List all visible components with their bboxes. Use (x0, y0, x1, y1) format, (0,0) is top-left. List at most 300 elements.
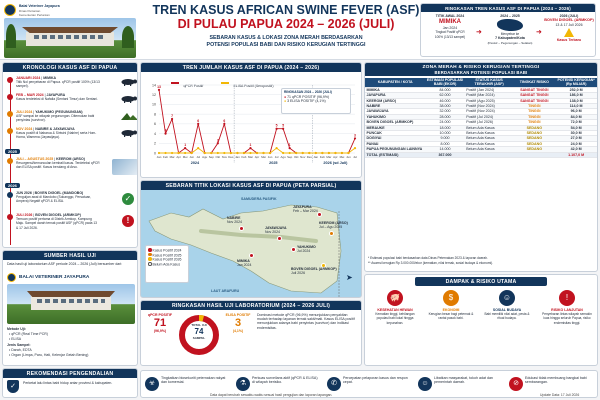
y-tick-label: 4 (154, 131, 156, 136)
loss-cell: 114,0 M (555, 104, 597, 109)
map-marker-keerom[interactable] (329, 231, 334, 236)
lab-summary-heading: RINGKASAN HASIL UJI LABORATORIUM (2024 – 2026 JULI) (141, 301, 361, 310)
elisa-label: ELISA POSITIF (225, 313, 251, 317)
impact-desc: Kerugian besar bagi peternak & rantai pasok babi. (428, 312, 474, 321)
x-tick-label: Mei (261, 155, 266, 159)
map-legend-item (148, 248, 186, 253)
chart-panel (140, 62, 362, 178)
methods-label: Metode Uji: (7, 327, 26, 331)
risk-cell: TINGGI (513, 120, 555, 125)
lab-name: BALAI VETERINER JAYAPURA (19, 275, 90, 280)
impact-card (539, 290, 595, 348)
status-cell: Belum Ada Kasus (465, 125, 514, 130)
lab-photo (7, 284, 135, 324)
col-header: STATUS KASUS TERAKHIR (ASF) (465, 78, 514, 87)
legend-dot (148, 262, 152, 266)
impact-card (427, 290, 475, 348)
kabupaten-cell: MERAUKE (365, 125, 425, 130)
x-tick-label: Mei (339, 155, 345, 159)
total-loss: 1.107,0 M (555, 152, 597, 157)
recommendation-item: Tingkatkan biosekuriti peternakan rakyat dan komersial. (161, 376, 226, 385)
x-tick-label: Apr (254, 155, 260, 159)
timeline-place: KEEROM (ARSO) (56, 157, 85, 161)
map-legend-label: Belum Ada Kasus (152, 262, 181, 267)
map-marker-yahukimo[interactable] (291, 247, 296, 252)
redzone-footnote2: ** Asumsi kerugian Rp 3.000.000/ekor (kematian, nilai ternak, sosial budaya & ekonomi). (368, 261, 494, 265)
recommendation-card (418, 375, 500, 395)
x-tick-label: Mar (169, 155, 175, 159)
map-label-jayawijaya (265, 226, 286, 234)
recommendation-item: Percepatan pelaporan kasus dan respon cepat. (343, 376, 408, 385)
compass-icon: ➤ (346, 273, 353, 282)
people-icon: ☺ (418, 377, 432, 391)
timeline-heading: KRONOLOGI KASUS ASF DI PAPUA (3, 63, 137, 72)
y-tick-label: 2 (154, 141, 156, 146)
kabupaten-cell: NABIRE (365, 104, 425, 109)
donut-center (185, 323, 213, 340)
box-elisa: 3 ELISA POSITIF (287, 99, 315, 104)
legend-elisa-label: ELISA Positif (Seropositif) (233, 84, 274, 88)
summary-col1-date: Jan 2024 (442, 26, 458, 31)
subtitle-line2: POTENSI POPULASI BABI DAN RISIKO KERUGIAN TERTINGGI (206, 42, 366, 48)
risk-cell: SEDANG (513, 125, 555, 130)
method1: • qPCR (Real Time PCR) (9, 332, 48, 336)
impact-card (483, 290, 531, 348)
status-cell: Belum Ada Kasus (465, 131, 514, 136)
map-label-name: JAYAPURA (293, 205, 312, 209)
map-heading: SEBARAN TITIK LOKASI KASUS ASF DI PAPUA (PETA PARSIAL) (141, 181, 361, 190)
summary-col1-note1: Tingkat Positif qPCR (435, 30, 465, 35)
ban-icon: ⊘ (509, 377, 523, 391)
data-point (158, 152, 160, 154)
x-tick-label: Jan (156, 155, 162, 159)
data-point (302, 152, 304, 154)
timeline-panel: KRONOLOGI KASUS ASF DI PAPUA JANUARI 2024 | MIMIKA Titik Nol penyebaran di Papua. qPCR positif 100% (13/13 sampel). FEB – MAR 2024 | JAYAPURA Kasus terdeteksi di Nafalia (Sentani Timur) dan Sentani. JULI 2024 | YAHUKIMO (PEGUNUNGAN) ASF sampai ke wilayah pegunungan. Ditemukan babi penyintas (survivor). NOV 2024 | NABIRE & JAYAWIJAYA Kasus positif di Nabarua & Siriwini (Nabire) serta Hom-Homa, Wamena (Jayawijaya). 2025 JULI – AGUSTUS 2025 | KEEROM (ARSO) Resurgensi/kemunculan kembali kasus. Terdeteksi qPCR dan ELISA positif. Kasus berulang di Arso. 2026 JUN 2026 | BOVEN DIGOEL (MANDOBO) Penguijan awal di Mandobo (Sokanggo, Persatuan, Ampera) Negatif qPCR & ELISA. ✓ JULI 2026 | BOVEN DIGOEL (ARMKOP) Temuan positif pertama di Distrik Armkop, Kampung Maju. Sampel darah ternak positif ASF (qPCR) pada 13 & 17 Juli 2026. ! (2, 62, 138, 248)
summary-col3-note2: Kasus Terbaru (556, 38, 582, 43)
data-point (282, 128, 284, 130)
lab-source-heading: SUMBER HASIL UJI (3, 251, 137, 260)
population-cell: 10.000 (425, 131, 464, 136)
population-cell: 32.000 (425, 109, 464, 114)
data-point (210, 152, 212, 154)
data-point (197, 123, 199, 125)
population-cell: 62.000 (425, 93, 464, 98)
impact-desc: Penyebaran lintas wilayah semakin luas hingga seluruh Papua, risiko endemisitas tinggi. (542, 312, 592, 325)
x-tick-label: Agu (202, 155, 208, 159)
data-point (276, 128, 278, 130)
data-point (328, 152, 330, 154)
lab-source-panel (2, 250, 138, 366)
timeline-dot (7, 77, 13, 83)
impact-desc: Babi memiliki nilai adat, pesta & ritual budaya. (484, 312, 530, 321)
x-tick-label: Okt (215, 155, 221, 159)
data-label: 13 (157, 84, 161, 89)
y-tick-label: 10 (152, 102, 156, 107)
pig-icon (120, 95, 138, 103)
sample-label: Jenis Sampel: (7, 343, 31, 347)
timeline-place: YAHUKIMO (PEGUNUNGAN) (35, 110, 83, 114)
loss-cell: 96,0 M (555, 109, 597, 114)
recommendation-item: Perketat lalu lintas babi hidup antar provinsi & kabupaten. (23, 381, 113, 385)
people-icon: ☺ (499, 290, 515, 306)
pig-icon: 🐖 (387, 290, 403, 306)
loss-cell: 24,0 M (555, 141, 597, 146)
recommendation-panel (2, 368, 138, 398)
map-legend-label: Kasus Positif 2024 (152, 248, 182, 253)
data-point (354, 147, 356, 149)
population-cell: 18.000 (425, 125, 464, 130)
map-label-name: NABIRE (227, 216, 241, 220)
recommendation-item: Perkuas surveilans aktif (qPCR & ELISA) di wilayah berisiko. (252, 376, 318, 385)
recommendation-card (145, 375, 227, 395)
x-tick-label: Apr (176, 155, 181, 159)
map-label-name: MIMIKA (237, 259, 250, 263)
risk-cell: TINGGI (513, 104, 555, 109)
pig-icon (120, 78, 138, 86)
footer-source: Data dapat berubah sewaktu-waktu sesuai hasil pengujian dan laporan lapangan. (210, 393, 333, 397)
data-point (164, 132, 166, 134)
population-cell: 46.000 (425, 98, 464, 103)
total-value: 74 (194, 327, 204, 336)
timeline-dot (7, 214, 13, 220)
x-tick-label: Sep (208, 155, 214, 159)
timeline-desc: Titik Nol penyebaran di Papua. qPCR positif 100% (13/13 sampel). (16, 80, 100, 89)
timeline-date: NOV 2024 (16, 127, 33, 131)
page-title: TREN KASUS AFRICAN SWINE FEVER (ASF) (152, 3, 420, 17)
risk-cell: SANGAT TINGGI (513, 87, 555, 92)
data-label: 2 (216, 138, 219, 143)
summary-heading: RINGKASAN TREN KASUS ASF DI PAPUA (2024 – 2026) (421, 4, 595, 12)
warning-icon (564, 28, 574, 37)
summary-col2-title: 2024 – 2025 (500, 14, 520, 18)
method1-text: qPCR (Real Time PCR) (11, 332, 48, 336)
x-tick-label: Jan (313, 155, 319, 159)
map-panel (140, 180, 362, 298)
pcr-pct: (96,9%) (153, 329, 167, 334)
data-point (204, 152, 206, 154)
population-cell: 28.000 (425, 114, 464, 119)
data-point (341, 152, 343, 154)
recommendation-item: Libatkan masyarakat, tokoh adat dan pemerintah daerah. (434, 376, 493, 385)
redzone-heading2: BERDASARKAN POTENSI POPULASI BABI (434, 69, 528, 75)
col-header: KABUPATEN / KOTA (365, 78, 425, 87)
org-sub1: Dinas Pertanian (19, 9, 41, 13)
building-photo (4, 18, 136, 58)
data-label: 5 (282, 123, 285, 128)
sample1-text: Darah, EDTA (11, 348, 32, 352)
summary-box (420, 3, 596, 57)
map-label-date: Jul 2024 (297, 249, 311, 254)
col-header: POTENSI KERUGIAN* (Rp MILIAR) (555, 78, 597, 87)
redzone-heading1: ZONA MERAH & RISIKO KERUGIAN TERTINGGI (422, 64, 540, 70)
data-point (334, 152, 336, 154)
data-label: 3 (354, 133, 356, 138)
x-tick-label: Des (228, 155, 234, 159)
chart-heading: TREN JUMLAH KASUS ASF DI PAPUA (2024 – 2026) (141, 63, 361, 72)
impact-title: EKONOMI (442, 308, 460, 312)
timeline-desc: ASF sampai ke wilayah pegunungan. Ditemukan babi penyintas (survivor). (16, 114, 95, 123)
timeline-date: JANUARI 2024 (16, 76, 41, 80)
data-label: 1 (288, 143, 291, 148)
total-unit: SAMPEL (192, 336, 206, 340)
impact-card (371, 290, 419, 348)
map-legend (145, 245, 189, 283)
check-icon: ✓ (122, 193, 134, 205)
map-label-jayapura (293, 205, 318, 213)
status-cell: Positif (Mar 2024) (465, 93, 514, 98)
kabupaten-cell: KEEROM (ARSO) (365, 98, 425, 103)
data-point (184, 147, 186, 149)
x-tick-label: Apr (333, 155, 338, 159)
data-point (269, 152, 271, 154)
map-label-name: JAYAWIJAYA (265, 226, 287, 230)
kabupaten-cell: MIMIKA (365, 87, 425, 92)
x-tick-label: Nov (221, 155, 227, 159)
shield-icon: ✓ (7, 380, 19, 393)
data-point (289, 152, 291, 154)
timeline-dot (7, 192, 13, 198)
money-icon: $ (443, 290, 459, 306)
org-sub2: Kementerian Pertanian (19, 12, 50, 17)
data-label: 7 (171, 114, 174, 118)
year-label: 2026 (sd Juli) (323, 161, 348, 165)
risk-cell: SEDANG (513, 136, 555, 141)
impact-panel (364, 274, 598, 366)
loss-cell: 42,0 M (555, 147, 597, 152)
map-label-date: Nov 2024 (265, 230, 280, 235)
data-point (217, 152, 219, 154)
recommendation-card (327, 375, 409, 395)
map-label-date: Nov 2024 (227, 220, 242, 225)
data-point (249, 152, 251, 154)
mountain-icon (120, 112, 138, 120)
total-label: TOTAL UJI (191, 323, 207, 327)
x-tick-label: Mar (247, 155, 253, 159)
timeline-place: MIMIKA (43, 76, 57, 80)
map-marker-nabire[interactable] (239, 226, 244, 231)
map-label-date: Jan 2024 (237, 263, 252, 268)
data-point (191, 152, 193, 154)
data-point (223, 152, 225, 154)
timeline-year: 2025 (5, 149, 20, 154)
sample1: • Darah, EDTA (9, 348, 32, 352)
data-point (197, 147, 199, 149)
status-cell: Positif (Jul 2024) (465, 114, 514, 119)
data-point (282, 152, 284, 154)
timeline-desc: Resurgensi/kemunculan kembali kasus. Terdeteksi qPCR dan ELISA positif. Kasus berulang di Arso. (16, 161, 100, 170)
status-cell: Positif (Jul 2026) (465, 120, 514, 125)
recommendation-bar (140, 370, 598, 398)
timeline-date: JULI 2026 (16, 213, 33, 217)
lab-summary-note: Dominasi metode qPCR (96,9%) menunjukkan penyakitan mudah terhadap layanan ternak sakit/mati. Kasus ELISA positif menunjukkan adanya babi penyintas (survivor) dan indikasi endemisitas. (257, 313, 355, 330)
population-cell: 14.000 (425, 147, 464, 152)
box-pcr-pct: 96,9% (318, 95, 328, 99)
chart-summary-title: RINGKASAN 2024 – 2026 (JULI) (284, 90, 332, 94)
map-label-yahukimo (297, 245, 316, 253)
elisa-stat (223, 313, 253, 333)
x-tick-label: Jun (346, 155, 351, 159)
org-name: Balai Veteriner Jayapura (19, 4, 60, 8)
timeline-date: FEB – MAR 2024 (16, 93, 44, 97)
lab-logo (7, 273, 16, 282)
summary-col2-note3: (Pesisir – Pegunungan – Selatan) (487, 40, 533, 45)
data-point (164, 152, 166, 154)
kabupaten-cell: JAYAPURA (365, 93, 425, 98)
map-legend-label: Kasus Positif 2026 (152, 257, 182, 262)
arrow-icon: ➜ (476, 29, 482, 36)
pig-icon (120, 129, 138, 137)
status-cell: Belum Ada Kasus (465, 147, 514, 152)
population-cell: 9.000 (425, 136, 464, 141)
impact-title: RISIKO LANJUTAN (551, 308, 583, 312)
redzone-panel (364, 62, 598, 272)
loss-cell: 30,0 M (555, 131, 597, 136)
chart-summary-pcr: ● 71 qPCR POSITIF (96,9%) (284, 95, 330, 99)
map-label-nabire (227, 216, 242, 224)
data-point (158, 89, 160, 91)
loss-cell: 252,0 M (555, 87, 597, 92)
year-label: 2025 (269, 161, 278, 165)
spread-map-icon (497, 19, 523, 31)
redzone-footnote1: * Estimasi populasi babi berdasarkan data Dinas Peternakan 2023 & laporan daerah. (368, 256, 488, 260)
timeline-year: 2026 (5, 183, 20, 188)
status-cell: Positif (Agu 2025) (465, 98, 514, 103)
kabupaten-cell: DOGIYAI (365, 136, 425, 141)
status-cell: Positif (Nov 2024) (465, 109, 514, 114)
timeline-desc: Kasus terdeteksi di Nafalia (Sentani Timur) dan Sentani. (16, 97, 98, 102)
elisa-pct: (4,1%) (232, 329, 244, 334)
summary-col3-note: 13 & 17 Juli 2026 (555, 23, 583, 28)
recommendation-heading: REKOMENDASI PENGENDALIAN (3, 369, 137, 378)
x-tick-label: Jul (353, 155, 357, 159)
x-tick-label: Mei (182, 155, 188, 159)
x-tick-label: Jul (196, 155, 201, 159)
data-label: 6 (197, 118, 200, 123)
total-pop: 367.000 (425, 152, 464, 157)
data-point (236, 152, 238, 154)
impact-heading: DAMPAK & RISIKO UTAMA (415, 277, 547, 286)
x-tick-label: Feb (319, 155, 325, 159)
data-point (171, 152, 173, 154)
year-label: 2024 (190, 161, 200, 165)
pcr-stat (145, 313, 175, 333)
pcr-value: 71 (153, 317, 167, 330)
data-point (295, 152, 297, 154)
impact-desc: Kematian tinggi, kehilangan populasi babi lokal hingga kepunahan. (375, 312, 415, 325)
summary-col3-place: BOVEN DIGOEL (ARMKOP) (544, 18, 594, 23)
timeline-place: BOVEN DIGOEL (MANDOBO) (34, 191, 84, 195)
risk-cell: SEDANG (513, 141, 555, 146)
map-legend-label: Kasus Positif 2025 (152, 253, 182, 258)
status-cell: Positif (Nov 2024) (465, 104, 514, 109)
data-point (171, 118, 173, 120)
timeline-desc: Kasus positif di Nabarua & Siriwini (Nabire) serta Hom-Homa, Wamena (Jayawijaya). (16, 131, 97, 140)
impact-title: KESEHATAN HEWAN (377, 308, 413, 312)
sample2-text: Organ (Limpa, Paru, Hati, Kelenjar Getah Bening) (11, 353, 89, 357)
data-point (184, 152, 186, 154)
summary-col3 (542, 14, 596, 43)
kabupaten-cell: PUNCAK (365, 131, 425, 136)
timeline-date: JULI 2024 (16, 110, 33, 114)
legend-dot (148, 253, 152, 257)
map-label-keerom (319, 221, 348, 229)
data-label: 4 (164, 128, 167, 133)
loss-cell: 186,0 M (555, 93, 597, 98)
data-point (230, 152, 232, 154)
x-tick-label: Jun (189, 155, 195, 159)
data-point (217, 142, 219, 144)
biohazard-icon: ☣ (145, 377, 159, 391)
risk-cell: SEDANG (513, 131, 555, 136)
data-label: 5 (275, 123, 278, 128)
legend-dot (148, 257, 152, 261)
map-label-name: BOVEN DIGOEL (ARMKOP) (291, 267, 337, 271)
population-cell: 38.000 (425, 104, 464, 109)
risk-cell: SEDANG (513, 147, 555, 152)
x-tick-label: Feb (241, 155, 247, 159)
loss-cell: 54,0 M (555, 125, 597, 130)
arrow-icon: ➜ (536, 29, 542, 36)
data-point (289, 147, 291, 149)
risk-cell: TINGGI (513, 114, 555, 119)
sea-south-label: LAUT ARAFURU (211, 289, 240, 293)
map-label-boven-digoel (291, 267, 339, 275)
x-tick-label: Feb (163, 155, 169, 159)
loss-cell: 84,0 M (555, 114, 597, 119)
col-header: ESTIMASI POPULASI BABI (EKOR) (426, 78, 464, 87)
summary-col3-title: 2026 (JULI) (559, 14, 579, 18)
data-point (243, 152, 245, 154)
data-point (178, 152, 180, 154)
summary-col1-place: MIMIKA (439, 19, 461, 26)
map-marker-mimika[interactable] (249, 253, 254, 258)
chart-summary-elisa: ● 3 ELISA POSITIF (4,1%) (284, 99, 326, 104)
x-tick-label: Des (306, 155, 312, 159)
kabupaten-cell: BOVEN DIGOEL (ARMKOP) (365, 120, 425, 125)
data-point (249, 147, 251, 149)
subtitle-line1: SEBARAN KASUS & LOKASI ZONA MERAH BERDASARKAN (209, 35, 363, 41)
y-tick-label: 6 (154, 122, 156, 127)
chart-summary-box (281, 88, 351, 114)
data-point (321, 152, 323, 154)
timeline-place: JAYAPURA (46, 93, 66, 97)
kabupaten-cell: YAHUKIMO (365, 114, 425, 119)
risk-cell: TINGGI (513, 109, 555, 114)
summary-col1 (423, 14, 477, 39)
map-marker-jayawijaya[interactable] (277, 236, 282, 241)
map-label-date: Feb – Mar 2024 (293, 209, 318, 214)
y-tick-label: 14 (152, 83, 156, 88)
timeline-dot (7, 128, 13, 134)
data-point (308, 152, 310, 154)
loss-cell: 27,0 M (555, 136, 597, 141)
kabupaten-cell: JAYAWIJAYA (365, 109, 425, 114)
summary-col1-title: TITIK AWAL 2024 (435, 14, 465, 18)
method2-text: ELISA (11, 337, 22, 341)
x-tick-label: Jun (267, 155, 273, 159)
redzone-table (365, 78, 597, 158)
population-cell: 8.000 (425, 141, 464, 146)
x-tick-label: Sep (287, 155, 293, 159)
footer-update: Update Data: 17 Juli 2026 (540, 393, 580, 397)
y-tick-label: 8 (154, 112, 156, 117)
recommendation-card (509, 375, 591, 395)
col-header: TINGKAT RISIKO (513, 78, 555, 87)
data-point (262, 152, 264, 154)
timeline-place: BOVEN DIGOEL (ARMKOP) (35, 213, 81, 217)
timeline-date: JULI – AGUSTUS 2025 (16, 157, 54, 161)
total-label: TOTAL (ESTIMASI) (365, 152, 425, 157)
